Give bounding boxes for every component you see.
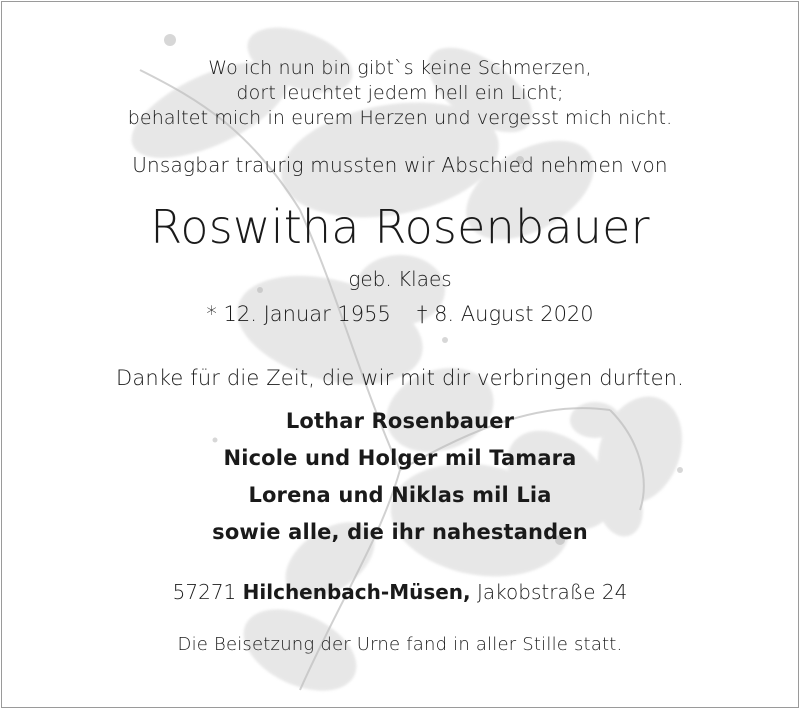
mourner-line-3: Lorena und Niklas mil Lia	[248, 483, 552, 507]
poem-line-2: dort leuchtet jedem hell ein Licht;	[236, 82, 564, 104]
intro-text: Unsagbar traurig mussten wir Abschied nehmen von	[132, 153, 668, 177]
postal-code: 57271	[172, 580, 237, 604]
mourner-line-2: Nicole und Holger mil Tamara	[223, 446, 577, 470]
burial-notice: Die Beisetzung der Urne fand in aller Stille statt.	[177, 634, 623, 655]
thanks-text: Danke für die Zeit, die wir mit dir verbringen durften.	[116, 366, 684, 390]
mourner-line-4: sowie alle, die ihr nahestanden	[212, 520, 588, 544]
death-date: † 8. August 2020	[416, 302, 594, 326]
address	[0, 580, 800, 604]
birth-date: * 12. Januar 1955	[206, 302, 391, 326]
mourner-line-1: Lothar Rosenbauer	[285, 409, 515, 433]
poem-line-1: Wo ich nun bin gibt`s keine Schmerzen,	[208, 57, 592, 79]
birth-name: geb. Klaes	[348, 267, 452, 291]
town: Hilchenbach-Müsen,	[242, 580, 471, 604]
life-dates	[0, 302, 800, 326]
deceased-name: Roswitha Rosenbauer	[150, 200, 650, 254]
street: Jakobstraße 24	[477, 580, 628, 604]
poem-line-3: behaltet mich in eurem Herzen und vergesst mich nicht.	[127, 107, 673, 129]
